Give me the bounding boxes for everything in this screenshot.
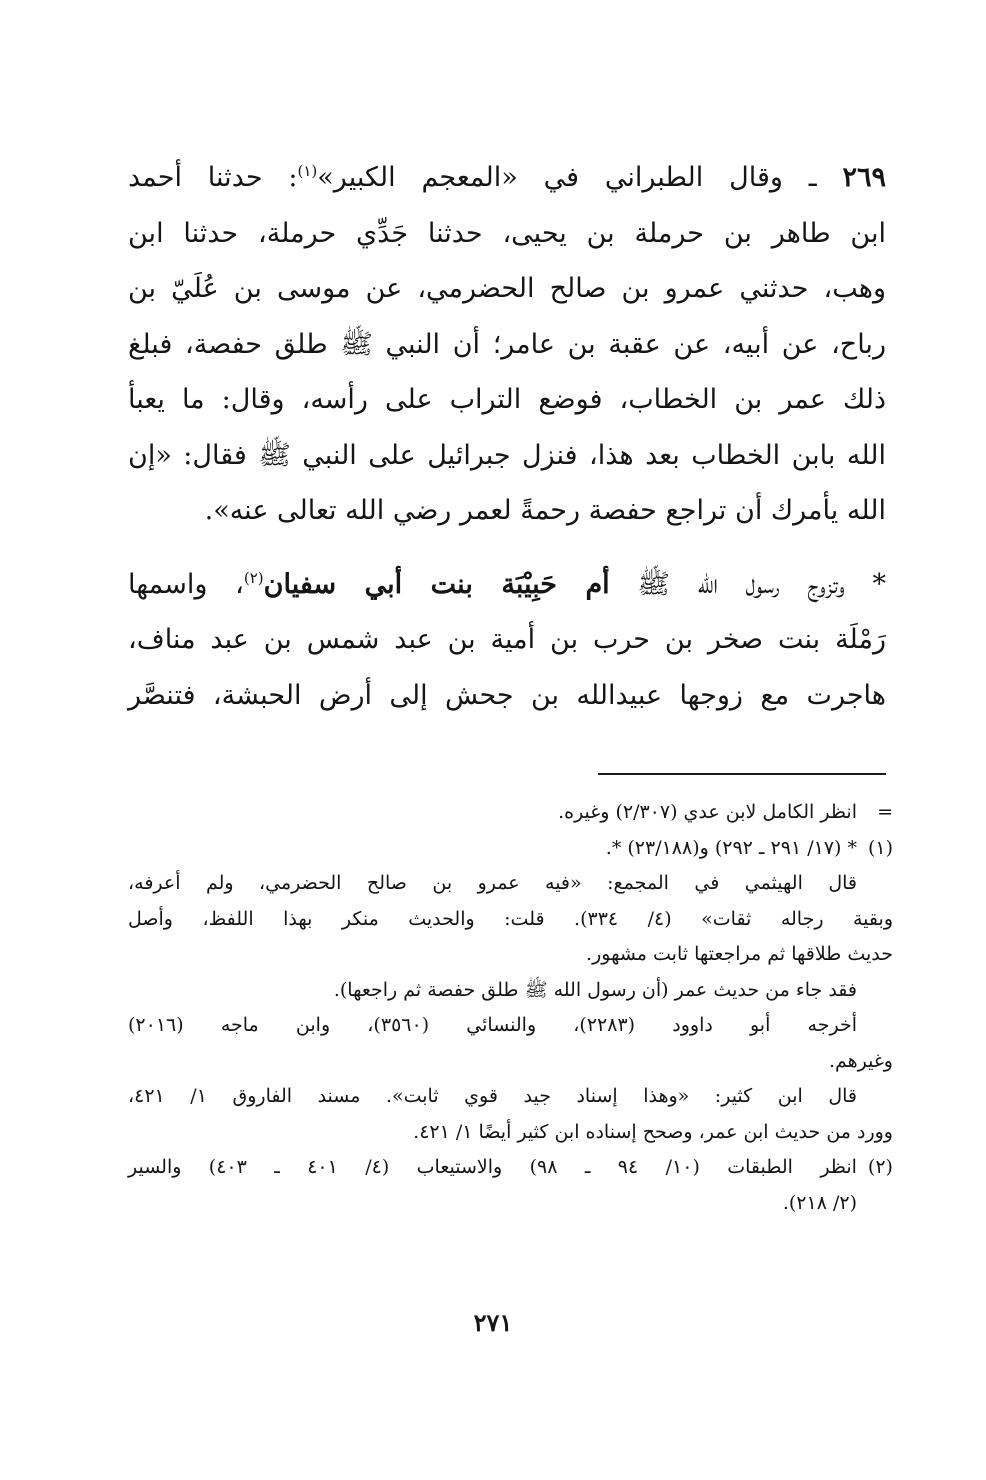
- footnote-ref-2: (٢): [243, 568, 264, 587]
- text-line: ٢٦٩ ـ وقال الطبراني في «المعجم الكبير»$^{(١)}$: حدثنا أحمد: [128, 162, 886, 193]
- text-line: رباح، عن أبيه، عن عقبة بن عامر؛ أن النبي ﷺ طلق حفصة، فبلغ: [128, 328, 886, 360]
- footnote-line: وغيرهم.: [828, 1049, 893, 1072]
- footnote-line: أخرجه أبو داوود (٢٢٨٣)، والنسائي (٣٥٦٠)، وابن ماجه (٢٠١٦): [128, 1014, 857, 1036]
- footnote-2: (٢)انظر الطبقات (١٠/ ٩٤ ـ ٩٨) والاستيعاب (٤/ ٤٠١ ـ ٤٠٣) والسير: [128, 1150, 893, 1186]
- footnote-1: (١)* (١٧/ ٢٩١ ـ ٢٩٢) و(٢٣/١٨٨) *.: [128, 831, 893, 867]
- footnote-continuation: =انظر الكامل لابن عدي (٢/٣٠٧) وغيره.: [558, 801, 893, 823]
- hadith-number: ٢٦٩: [842, 162, 886, 193]
- bold-name: أم حَبِيْبَة بنت أبي سفيان: [263, 568, 610, 600]
- footnote-number: (١): [867, 836, 893, 859]
- footnote-line: قال ابن كثير: «وهذا إسناد جيد قوي ثابت». مسند الفاروق ١/ ٤٢١،: [128, 1085, 857, 1107]
- footnote-line: حديث طلاقها ثم مراجعتها ثابت مشهور.: [586, 943, 893, 965]
- text-line: * وتزوج رسول الله ﷺ أم حَبِيْبَة بنت أبي سفيان$^{(٢)}$، واسمها: [128, 568, 886, 600]
- footnote-line: قال الهيثمي في المجمع: «فيه عمرو بن صالح الحضرمي، ولم أعرفه،: [128, 872, 857, 894]
- text-line: الله يأمرك أن تراجع حفصة رحمةً لعمر رضي الله تعالى عنه».: [204, 495, 886, 526]
- footnote-number: (٢): [867, 1156, 893, 1178]
- text-line: وهب، حدثني عمرو بن صالح الحضرمي، عن موسى بن عُلَيّ بن: [128, 273, 886, 304]
- footnote-line: (٢/ ٢١٨).: [782, 1191, 857, 1214]
- footnote-ref-1: (١): [297, 162, 318, 180]
- text-line: رَمْلَة بنت صخر بن حرب بن أمية بن عبد شمس بن عبد مناف،: [128, 624, 886, 655]
- footnote-line: وورد من حديث ابن عمر، وصحح إسناده ابن كثير أيضًا ١/ ٤٢١.: [413, 1120, 893, 1143]
- page-number: ٢٧١: [473, 1308, 513, 1337]
- text-line: الله بابن الخطاب بعد هذا، فنزل جبرائيل على النبي ﷺ فقال: «إن: [128, 439, 886, 471]
- text-line: ذلك عمر بن الخطاب، فوضع التراب على رأسه، وقال: ما يعبأ: [128, 384, 886, 415]
- footnote-line: فقد جاء من حديث عمر (أن رسول الله ﷺ طلق حفصة ثم راجعها).: [333, 978, 857, 1001]
- text-line: ابن طاهر بن حرملة بن يحيى، حدثنا جَدِّي حرملة، حدثنا ابن: [128, 217, 886, 249]
- text-line: هاجرت مع زوجها عبيدالله بن جحش إلى أرض الحبشة، فتنصَّر: [128, 679, 886, 711]
- footnote-divider: [598, 773, 886, 775]
- main-text-block: [128, 150, 886, 723]
- footnote-line: وبقية رجاله ثقات» (٤/ ٣٣٤). قلت: والحديث منكر بهذا اللفظ، وأصل: [128, 907, 893, 930]
- footnotes-block: [128, 795, 893, 1221]
